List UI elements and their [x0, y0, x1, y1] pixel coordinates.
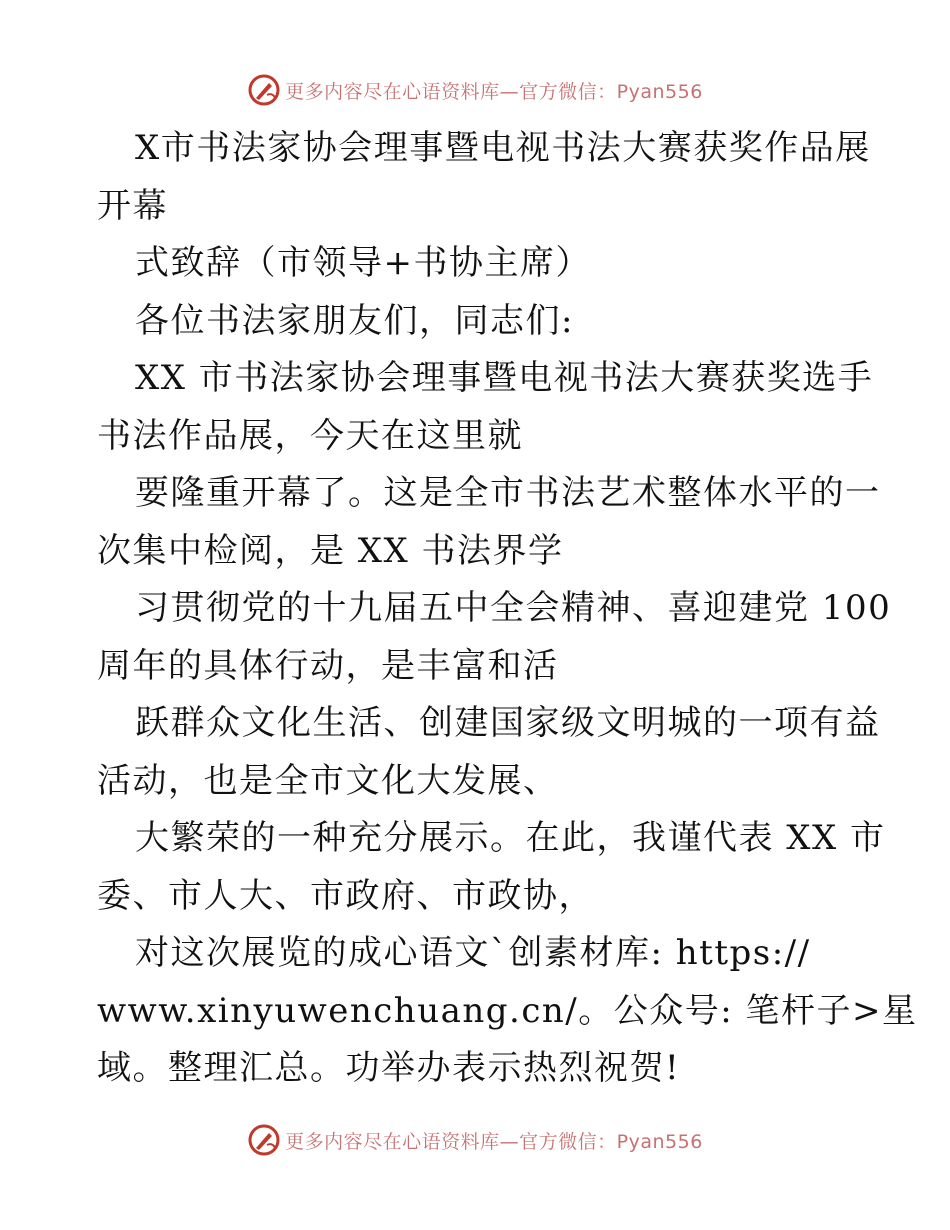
document-line: 习贯彻党的十九届五中全会精神、喜迎建党 100	[135, 588, 892, 628]
document-line: 书法作品展，今天在这里就	[97, 415, 523, 456]
brush-logo-icon	[247, 1123, 281, 1157]
document-line: X市书法家协会理事暨电视书法大赛获奖作品展	[135, 128, 871, 168]
brush-logo-icon	[247, 73, 281, 107]
document-line: 式致辞（市领导+书协主席）	[135, 243, 591, 283]
document-line: 域。整理汇总。功举办表示热烈祝贺!	[97, 1048, 681, 1088]
document-line: 大繁荣的一种充分展示。在此，我谨代表 XX 市	[135, 818, 886, 858]
header-banner-text: 更多内容尽在心语资料库—官方微信：Pyan556	[285, 80, 703, 103]
document-line: 各位书法家朋友们，同志们:	[135, 300, 574, 341]
header-banner	[0, 70, 950, 110]
document-line: XX 市书法家协会理事暨电视书法大赛获奖选手	[135, 358, 874, 398]
document-line: 活动，也是全市文化大发展、	[97, 760, 559, 801]
document-line: 对这次展览的成心语文`创素材库: https://	[135, 933, 811, 973]
document-line: 要隆重开幕了。这是全市书法艺术整体水平的一	[135, 473, 881, 513]
document-body	[97, 120, 918, 1098]
footer-banner-text: 更多内容尽在心语资料库—官方微信：Pyan556	[285, 1130, 703, 1153]
document-line: 开幕	[97, 185, 168, 226]
document-line: 次集中检阅，是 XX 书法界学	[97, 530, 564, 571]
document-line: 周年的具体行动，是丰富和活	[97, 645, 559, 686]
document-line: 委、市人大、市政府、市政协，	[97, 875, 594, 916]
document-line: 跃群众文化生活、创建国家级文明城的一项有益	[135, 703, 881, 743]
document-line: www.xinyuwenchuang.cn/。公众号: 笔杆子>星	[97, 990, 918, 1031]
footer-banner	[0, 1120, 950, 1160]
